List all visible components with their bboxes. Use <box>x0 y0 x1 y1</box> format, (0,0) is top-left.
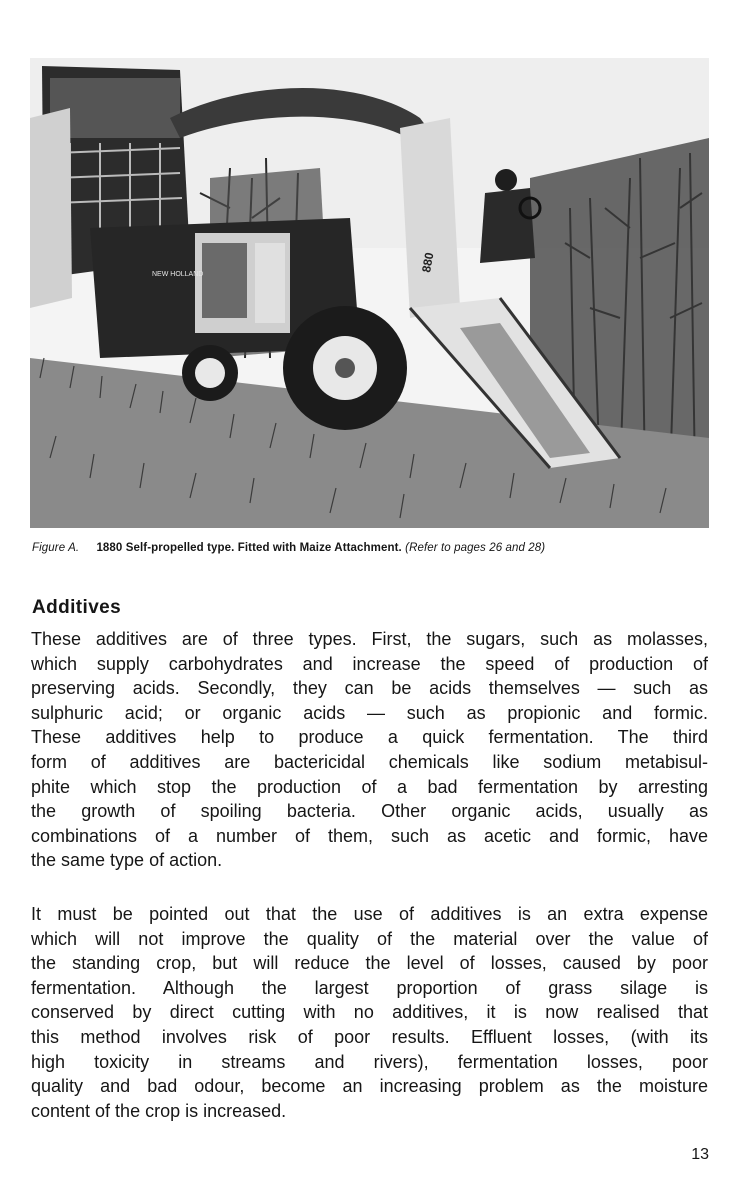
text-line: content of the crop is increased. <box>31 1100 287 1121</box>
text-line: the standing crop, but will reduce the level of losses, caused by poor <box>31 953 708 974</box>
text-line: combinations of a number of them, such as acetic and formic, have <box>31 825 708 846</box>
harvester-photo <box>30 58 709 528</box>
text-line: It must be pointed out that the use of additives is an extra expense <box>31 904 708 924</box>
text-line: this method involves risk of poor results. Effluent losses, (with its <box>31 1026 708 1047</box>
front-wheel <box>283 306 407 430</box>
section-heading: Additives <box>32 597 122 618</box>
text-line: phite which stop the production of a bad fermentation by arresting <box>31 776 708 797</box>
text-line: quality and bad odour, become an increasing problem as the moisture <box>31 1076 708 1097</box>
text-line: form of additives are bactericidal chemicals like sodium metabisul- <box>31 751 708 772</box>
page-number: 13 <box>691 1146 709 1163</box>
text-line: These additives help to produce a quick fermentation. The third <box>31 727 708 748</box>
figure-caption-text: 1880 Self-propelled type. Fitted with Maize Attachment. <box>96 542 402 554</box>
rear-wheel <box>182 345 238 401</box>
paragraph-additive-types <box>31 627 708 873</box>
text-line: preserving acids. Secondly, they can be acids themselves — such as <box>31 678 708 699</box>
text-line: high toxicity in streams and rivers), fermentation losses, poor <box>31 1051 708 1072</box>
text-line: the same type of action. <box>31 850 223 871</box>
model-number: 880 <box>419 251 437 274</box>
text-line: sulphuric acid; or organic acids — such as propionic and formic. <box>31 702 708 723</box>
brand-lettering: NEW HOLLAND <box>152 271 204 278</box>
figure-caption <box>32 542 712 554</box>
paragraph-additive-cost <box>31 902 708 1123</box>
text-line: the growth of spoiling bacteria. Other organic acids, usually as <box>31 801 708 822</box>
text-line: fermentation. Although the largest proportion of grass silage is <box>31 977 708 998</box>
forage-harvester-illustration <box>30 58 709 528</box>
text-line: conserved by direct cutting with no additives, it is now realised that <box>31 1002 708 1023</box>
figure-page-reference: (Refer to pages 26 and 28) <box>405 542 546 554</box>
figure-label: Figure A. <box>32 542 80 554</box>
text-line: which supply carbohydrates and increase the speed of production of <box>31 653 708 674</box>
text-line: which will not improve the quality of the material over the value of <box>31 928 708 949</box>
text-line: These additives are of three types. First, the sugars, such as molasses, <box>31 629 708 649</box>
